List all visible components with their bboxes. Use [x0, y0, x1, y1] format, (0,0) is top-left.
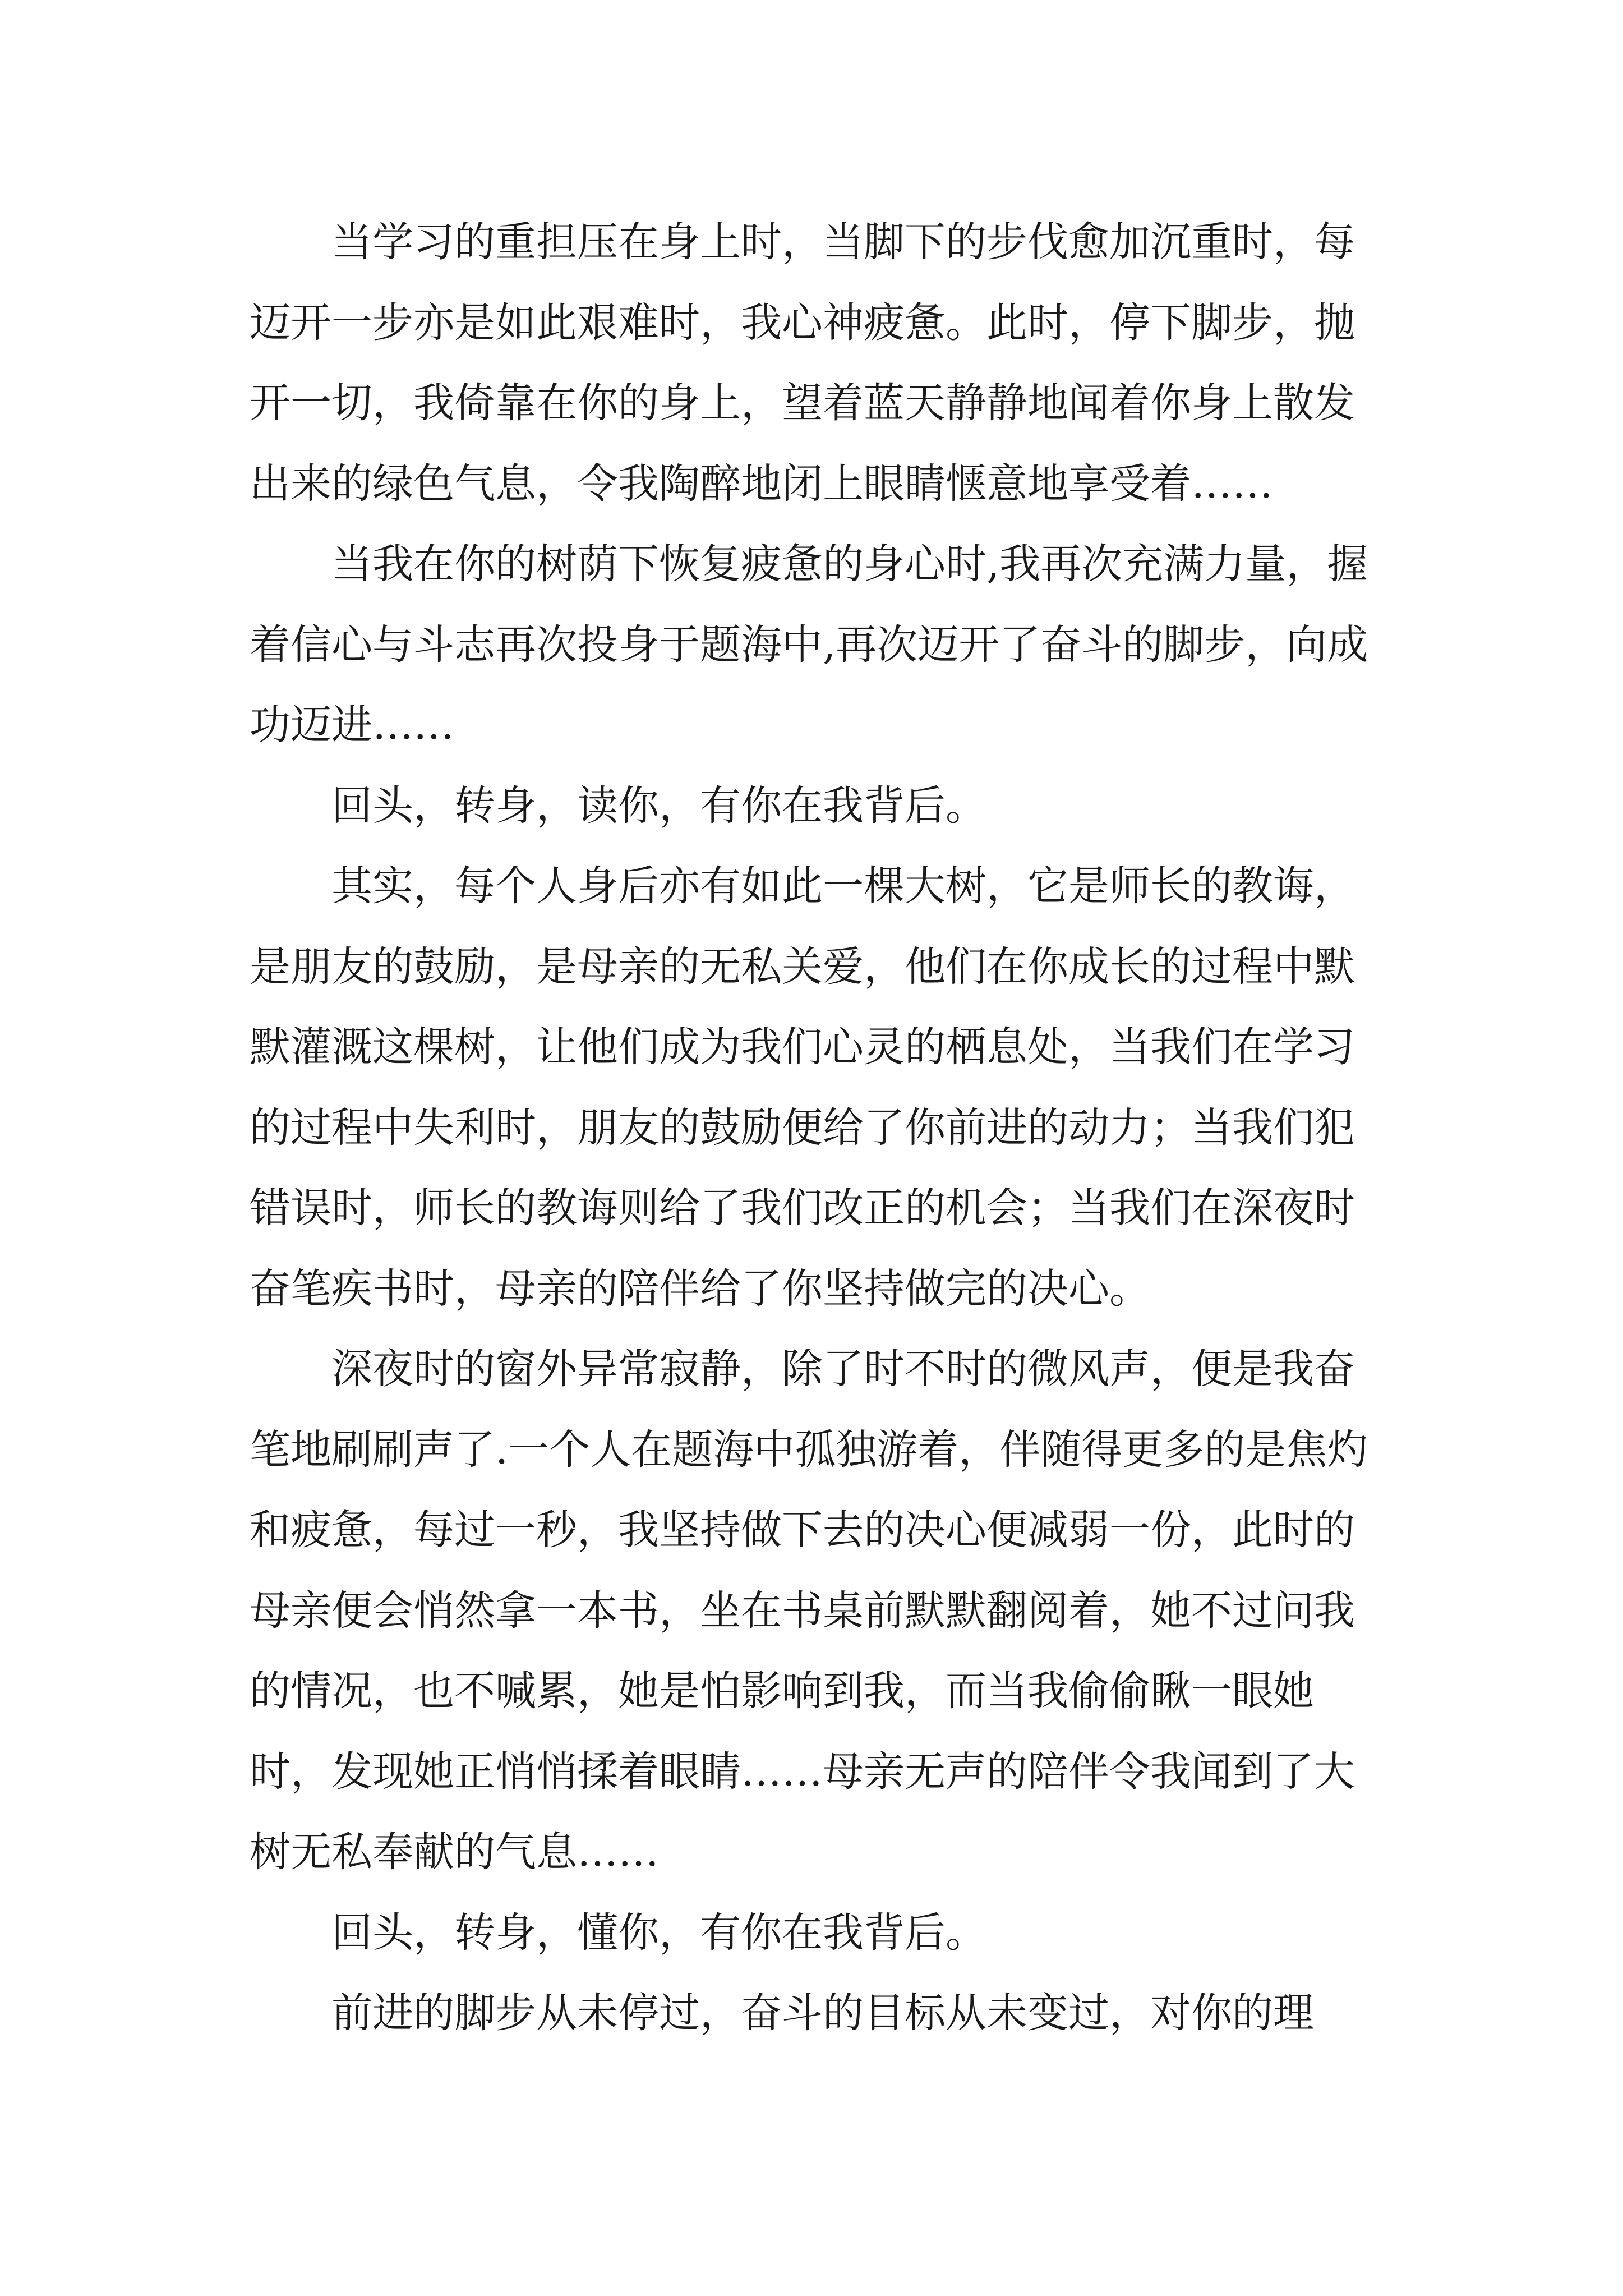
paragraph-2: 当我在你的树荫下恢复疲惫的身心时,我再次充满力量，握着信心与斗志再次投身于题海中,再次迈开了奋斗的脚步，向成功迈进…… [250, 540, 1368, 749]
paragraph-4: 其实，每个人身后亦有如此一棵大树，它是师长的教诲，是朋友的鼓励，是母亲的无私关爱，他们在你成长的过程中默默灌溉这棵树，让他们成为我们心灵的栖息处，当我们在学习的过程中失利时，朋友的鼓励便给了你前进的动力；当我们犯错误时，师长的教诲则给了我们改正的机会；当我们在深夜时奋笔疾书时，母亲的陪伴给了你坚持做完的决心。 [250, 862, 1355, 1313]
paragraph-7: 前进的脚步从未停过，奋斗的目标从未变过，对你的理 [331, 1989, 1314, 2037]
paragraph-1: 当学习的重担压在身上时，当脚下的步伐愈加沉重时，每迈开一步亦是如此艰难时，我心神疲惫。此时，停下脚步，抛开一切，我倚靠在你的身上，望着蓝天静静地闻着你身上散发出来的绿色气息，令我陶醉地闭上眼睛惬意地享受着…… [250, 218, 1355, 508]
paragraph-6: 回头，转身，懂你，有你在我背后。 [331, 1908, 986, 1957]
paragraph-3: 回头，转身，读你，有你在我背后。 [331, 781, 986, 830]
paragraph-5: 深夜时的窗外异常寂静，除了时不时的微风声，便是我奋笔地刷刷声了.一个人在题海中孤独游着，伴随得更多的是焦灼和疲惫，每过一秒，我坚持做下去的决心便减弱一份，此时的母亲便会悄然拿一本书，坐在书桌前默默翻阅着，她不过问我的情况，也不喊累，她是怕影响到我，而当我偷偷瞅一眼她时，发现她正悄悄揉着眼睛……母亲无声的陪伴令我闻到了大树无私奉献的气息…… [250, 1345, 1368, 1876]
body-text [250, 202, 1385, 2054]
